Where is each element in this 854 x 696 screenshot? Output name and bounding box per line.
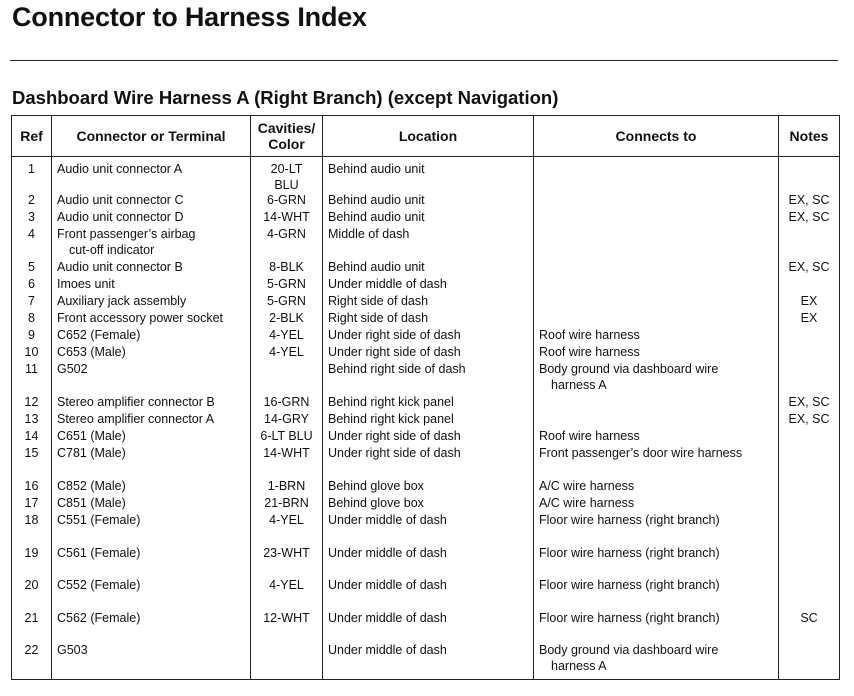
connects-to-text: Body ground via dashboard wire bbox=[539, 643, 719, 657]
location-cell: Under right side of dash bbox=[323, 429, 534, 446]
connector-cell bbox=[52, 210, 251, 227]
cavities-cell bbox=[251, 611, 323, 643]
connector-name: Audio unit connector B bbox=[57, 260, 183, 274]
notes-cell: EX bbox=[779, 294, 840, 311]
cavities-color: 5-GRN bbox=[267, 277, 306, 291]
location-cell: Under middle of dash bbox=[323, 643, 534, 679]
connector-name: C652 (Female) bbox=[57, 328, 141, 342]
table-row bbox=[12, 311, 840, 328]
notes-cell bbox=[779, 345, 840, 362]
ref-cell: 6 bbox=[12, 277, 52, 294]
notes-cell bbox=[779, 578, 840, 611]
connects-to-cell bbox=[534, 412, 779, 429]
connector-cell bbox=[52, 496, 251, 513]
connects-to-text: Roof wire harness bbox=[539, 345, 640, 359]
cavities-color: 4-YEL bbox=[269, 345, 304, 359]
connector-cell bbox=[52, 546, 251, 578]
notes-cell: EX, SC bbox=[779, 412, 840, 429]
connector-cell bbox=[52, 446, 251, 479]
table-row bbox=[12, 345, 840, 362]
connects-to-cell bbox=[534, 294, 779, 311]
location-cell: Behind glove box bbox=[323, 479, 534, 496]
ref-cell: 5 bbox=[12, 260, 52, 277]
cavities-color: 12-WHT bbox=[263, 611, 310, 625]
connector-cell bbox=[52, 277, 251, 294]
ref-cell: 2 bbox=[12, 193, 52, 210]
column-header-ref: Ref bbox=[12, 116, 52, 157]
cavities-cell bbox=[251, 210, 323, 227]
ref-cell: 13 bbox=[12, 412, 52, 429]
location-cell: Under middle of dash bbox=[323, 578, 534, 611]
connects-to-text: A/C wire harness bbox=[539, 496, 635, 510]
connects-to-text: Floor wire harness (right branch) bbox=[539, 513, 720, 527]
cavities-cell bbox=[251, 193, 323, 210]
connector-name: C851 (Male) bbox=[57, 496, 126, 510]
connector-name: Imoes unit bbox=[57, 277, 115, 291]
connects-to-cell bbox=[534, 395, 779, 412]
connects-to-cell bbox=[534, 611, 779, 643]
location-cell: Right side of dash bbox=[323, 294, 534, 311]
connector-cell bbox=[52, 157, 251, 194]
ref-cell: 11 bbox=[12, 362, 52, 395]
connector-name: C651 (Male) bbox=[57, 429, 126, 443]
connects-to-cell bbox=[534, 362, 779, 395]
connector-cell bbox=[52, 260, 251, 277]
location-cell: Behind right kick panel bbox=[323, 395, 534, 412]
connector-cell bbox=[52, 395, 251, 412]
connects-to-text: Roof wire harness bbox=[539, 328, 640, 342]
connects-to-text: Floor wire harness (right branch) bbox=[539, 546, 720, 560]
cavities-cell bbox=[251, 345, 323, 362]
table-body bbox=[12, 157, 840, 680]
notes-cell: SC bbox=[779, 611, 840, 643]
table-row bbox=[12, 429, 840, 446]
cavities-color: 14-WHT bbox=[263, 446, 310, 460]
location-cell: Behind right kick panel bbox=[323, 412, 534, 429]
notes-cell bbox=[779, 496, 840, 513]
connector-name: C852 (Male) bbox=[57, 479, 126, 493]
table-row bbox=[12, 294, 840, 311]
notes-cell bbox=[779, 277, 840, 294]
table-row bbox=[12, 210, 840, 227]
notes-cell bbox=[779, 157, 840, 194]
notes-cell bbox=[779, 227, 840, 260]
table-row bbox=[12, 328, 840, 345]
cavities-cell bbox=[251, 578, 323, 611]
cavities-cell bbox=[251, 546, 323, 578]
connects-to-cell bbox=[534, 311, 779, 328]
connector-cell bbox=[52, 643, 251, 679]
connector-name: C562 (Female) bbox=[57, 611, 141, 625]
connector-cell bbox=[52, 429, 251, 446]
notes-cell: EX, SC bbox=[779, 193, 840, 210]
connects-to-cell bbox=[534, 643, 779, 679]
connector-name-continued: cut-off indicator bbox=[69, 242, 155, 257]
table-row bbox=[12, 412, 840, 429]
table-row bbox=[12, 578, 840, 611]
cavities-color: 6-GRN bbox=[267, 193, 306, 207]
cavities-color: 4-YEL bbox=[269, 328, 304, 342]
connects-to-cell bbox=[534, 345, 779, 362]
notes-cell: EX, SC bbox=[779, 260, 840, 277]
cavities-color: 4-GRN bbox=[267, 227, 306, 241]
ref-cell: 12 bbox=[12, 395, 52, 412]
connects-to-cell bbox=[534, 429, 779, 446]
connector-name: G503 bbox=[57, 643, 88, 657]
connector-cell bbox=[52, 412, 251, 429]
harness-index-table bbox=[11, 115, 840, 680]
connector-cell bbox=[52, 227, 251, 260]
location-cell: Under right side of dash bbox=[323, 446, 534, 479]
column-header-connects-to: Connects to bbox=[534, 116, 779, 157]
cavities-cell bbox=[251, 513, 323, 546]
connects-to-cell bbox=[534, 157, 779, 194]
table-row bbox=[12, 277, 840, 294]
notes-cell: EX bbox=[779, 311, 840, 328]
table-row bbox=[12, 193, 840, 210]
cavities-color: 14-GRY bbox=[264, 412, 309, 426]
notes-cell: EX, SC bbox=[779, 395, 840, 412]
connector-name: C552 (Female) bbox=[57, 578, 141, 592]
location-cell: Under right side of dash bbox=[323, 345, 534, 362]
connects-to-cell bbox=[534, 546, 779, 578]
connector-name: C561 (Female) bbox=[57, 546, 141, 560]
location-cell: Under middle of dash bbox=[323, 611, 534, 643]
cavities-cell bbox=[251, 328, 323, 345]
notes-cell bbox=[779, 643, 840, 679]
cavities-cell bbox=[251, 362, 323, 395]
table-row bbox=[12, 643, 840, 679]
ref-cell: 8 bbox=[12, 311, 52, 328]
cavities-color: 5-GRN bbox=[267, 294, 306, 308]
cavities-color: 20-LT bbox=[270, 162, 303, 176]
connects-to-cell bbox=[534, 578, 779, 611]
connects-to-cell bbox=[534, 496, 779, 513]
table-row bbox=[12, 546, 840, 578]
cavities-cell bbox=[251, 294, 323, 311]
table-row bbox=[12, 260, 840, 277]
notes-cell: EX, SC bbox=[779, 210, 840, 227]
connector-cell bbox=[52, 611, 251, 643]
location-cell: Under middle of dash bbox=[323, 513, 534, 546]
notes-cell bbox=[779, 546, 840, 578]
ref-cell: 16 bbox=[12, 479, 52, 496]
ref-cell: 15 bbox=[12, 446, 52, 479]
notes-cell bbox=[779, 429, 840, 446]
connector-name: Front accessory power socket bbox=[57, 311, 224, 325]
section-title: Dashboard Wire Harness A (Right Branch) (except Navigation) bbox=[12, 87, 559, 108]
ref-cell: 4 bbox=[12, 227, 52, 260]
cavities-color: 2-BLK bbox=[269, 311, 304, 325]
ref-cell: 7 bbox=[12, 294, 52, 311]
ref-cell: 1 bbox=[12, 157, 52, 194]
connects-to-text: Floor wire harness (right branch) bbox=[539, 611, 720, 625]
table-row bbox=[12, 496, 840, 513]
cavities-cell bbox=[251, 496, 323, 513]
connects-to-text: Roof wire harness bbox=[539, 429, 640, 443]
connects-to-cell bbox=[534, 193, 779, 210]
connector-name: Front passenger’s airbag bbox=[57, 227, 196, 241]
cavities-color: 23-WHT bbox=[263, 546, 310, 560]
connector-cell bbox=[52, 294, 251, 311]
ref-cell: 14 bbox=[12, 429, 52, 446]
cavities-cell bbox=[251, 395, 323, 412]
connects-to-text: A/C wire harness bbox=[539, 479, 635, 493]
cavities-color: 1-BRN bbox=[267, 479, 306, 493]
column-header-cavities-line2: Color bbox=[268, 136, 305, 152]
location-cell: Under right side of dash bbox=[323, 328, 534, 345]
cavities-cell bbox=[251, 643, 323, 679]
connector-name: Stereo amplifier connector A bbox=[57, 412, 215, 426]
cavities-cell bbox=[251, 479, 323, 496]
cavities-cell bbox=[251, 446, 323, 479]
column-header-cavities bbox=[251, 116, 323, 157]
location-cell: Middle of dash bbox=[323, 227, 534, 260]
notes-cell bbox=[779, 328, 840, 345]
location-cell: Under middle of dash bbox=[323, 277, 534, 294]
ref-cell: 18 bbox=[12, 513, 52, 546]
location-cell: Behind glove box bbox=[323, 496, 534, 513]
cavities-color: 4-YEL bbox=[269, 513, 304, 527]
location-cell: Behind audio unit bbox=[323, 260, 534, 277]
ref-cell: 22 bbox=[12, 643, 52, 679]
connects-to-cell bbox=[534, 227, 779, 260]
ref-cell: 3 bbox=[12, 210, 52, 227]
location-cell: Behind audio unit bbox=[323, 157, 534, 194]
connector-cell bbox=[52, 193, 251, 210]
connects-to-cell bbox=[534, 277, 779, 294]
ref-cell: 20 bbox=[12, 578, 52, 611]
location-cell: Under middle of dash bbox=[323, 546, 534, 578]
connector-cell bbox=[52, 328, 251, 345]
connects-to-text: Body ground via dashboard wire bbox=[539, 362, 719, 376]
cavities-color: 8-BLK bbox=[269, 260, 304, 274]
cavities-color: 4-YEL bbox=[269, 578, 304, 592]
column-header-location: Location bbox=[323, 116, 534, 157]
connector-cell bbox=[52, 362, 251, 395]
connector-cell bbox=[52, 479, 251, 496]
cavities-cell bbox=[251, 157, 323, 194]
cavities-color: 6-LT BLU bbox=[260, 429, 313, 443]
connector-cell bbox=[52, 311, 251, 328]
table-row bbox=[12, 513, 840, 546]
cavities-cell bbox=[251, 412, 323, 429]
cavities-color: 14-WHT bbox=[263, 210, 310, 224]
connector-name: C551 (Female) bbox=[57, 513, 141, 527]
location-cell: Right side of dash bbox=[323, 311, 534, 328]
column-header-connector: Connector or Terminal bbox=[52, 116, 251, 157]
cavities-cell bbox=[251, 227, 323, 260]
connector-name: Audio unit connector A bbox=[57, 162, 183, 176]
table-row bbox=[12, 362, 840, 395]
connects-to-cell bbox=[534, 328, 779, 345]
notes-cell bbox=[779, 362, 840, 395]
connects-to-cell bbox=[534, 513, 779, 546]
connector-cell bbox=[52, 578, 251, 611]
connector-cell bbox=[52, 345, 251, 362]
connects-to-cell bbox=[534, 446, 779, 479]
connector-cell bbox=[52, 513, 251, 546]
table-row bbox=[12, 479, 840, 496]
notes-cell bbox=[779, 446, 840, 479]
ref-cell: 21 bbox=[12, 611, 52, 643]
cavities-cell bbox=[251, 429, 323, 446]
connector-name: Stereo amplifier connector B bbox=[57, 395, 215, 409]
cavities-cell bbox=[251, 260, 323, 277]
ref-cell: 9 bbox=[12, 328, 52, 345]
table-row bbox=[12, 227, 840, 260]
title-divider bbox=[10, 60, 838, 61]
ref-cell: 19 bbox=[12, 546, 52, 578]
location-cell: Behind audio unit bbox=[323, 193, 534, 210]
location-cell: Behind audio unit bbox=[323, 210, 534, 227]
cavities-color: 21-BRN bbox=[264, 496, 309, 510]
table-row bbox=[12, 157, 840, 194]
connector-name: C653 (Male) bbox=[57, 345, 126, 359]
connector-name: C781 (Male) bbox=[57, 446, 126, 460]
connector-name: Auxiliary jack assembly bbox=[57, 294, 187, 308]
connector-name: Audio unit connector D bbox=[57, 210, 184, 224]
ref-cell: 10 bbox=[12, 345, 52, 362]
notes-cell bbox=[779, 513, 840, 546]
connects-to-text-continued: harness A bbox=[551, 377, 607, 392]
connects-to-text-continued: harness A bbox=[551, 658, 607, 673]
location-cell: Behind right side of dash bbox=[323, 362, 534, 395]
notes-cell bbox=[779, 479, 840, 496]
connects-to-cell bbox=[534, 260, 779, 277]
cavities-cell bbox=[251, 277, 323, 294]
table-header-row bbox=[12, 116, 840, 157]
column-header-cavities-line1: Cavities/ bbox=[257, 120, 316, 136]
table-row bbox=[12, 395, 840, 412]
connector-name: G502 bbox=[57, 362, 88, 376]
column-header-notes: Notes bbox=[779, 116, 840, 157]
ref-cell: 17 bbox=[12, 496, 52, 513]
connects-to-cell bbox=[534, 479, 779, 496]
table-row bbox=[12, 446, 840, 479]
connects-to-text: Floor wire harness (right branch) bbox=[539, 578, 720, 592]
connects-to-text: Front passenger’s door wire harness bbox=[539, 446, 743, 460]
cavities-color: 16-GRN bbox=[263, 395, 310, 409]
cavities-cell bbox=[251, 311, 323, 328]
cavities-color-continued: BLU bbox=[274, 177, 299, 192]
connects-to-cell bbox=[534, 210, 779, 227]
connector-name: Audio unit connector C bbox=[57, 193, 184, 207]
table-row bbox=[12, 611, 840, 643]
page-title: Connector to Harness Index bbox=[12, 2, 367, 32]
